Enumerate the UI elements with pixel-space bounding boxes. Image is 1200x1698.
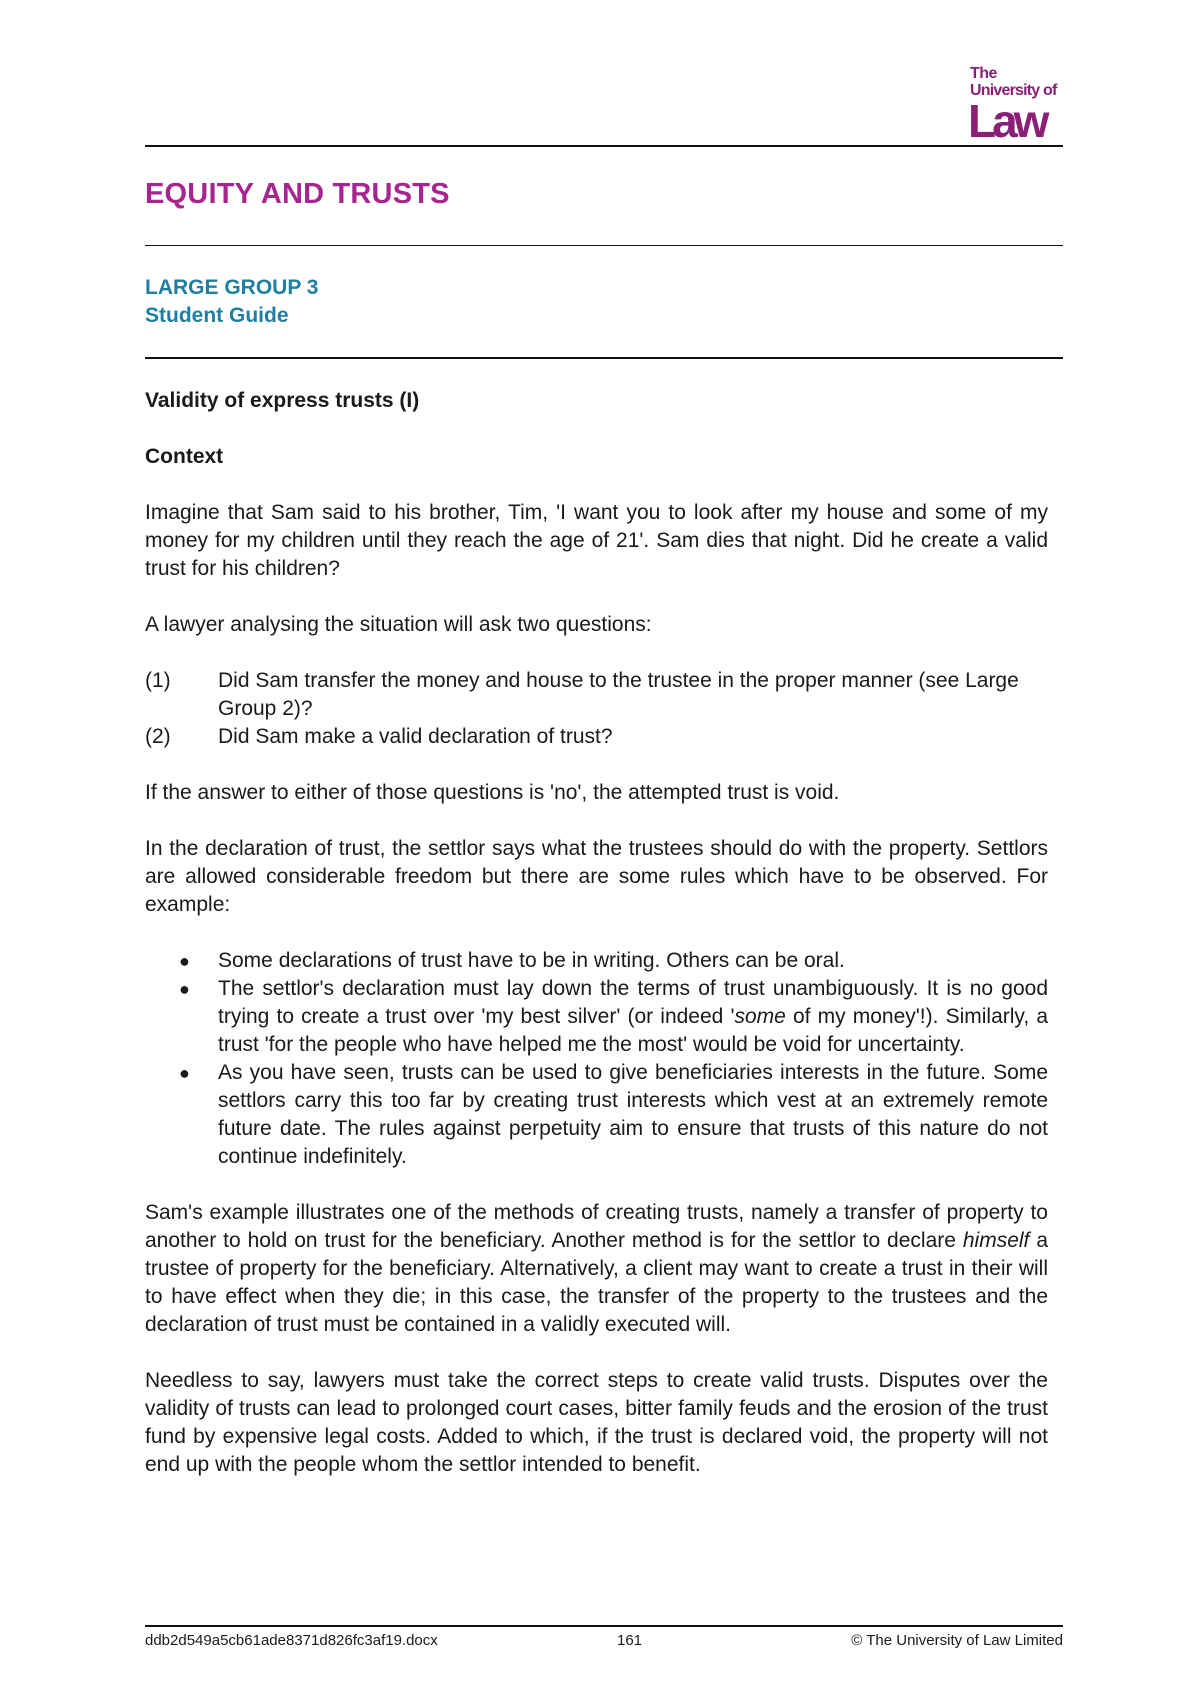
logo-line-law: Law bbox=[968, 95, 1046, 147]
list-item-number: (2) bbox=[145, 725, 171, 748]
bullet-icon: ● bbox=[179, 979, 190, 999]
footer-page-number: 161 bbox=[617, 1632, 643, 1649]
header-rule-top bbox=[145, 145, 1063, 147]
paragraph-methods bbox=[145, 1199, 1048, 1339]
footer-rule bbox=[145, 1625, 1063, 1627]
rules-bullet-list bbox=[145, 947, 1048, 1171]
list-item bbox=[145, 723, 1048, 751]
list-item-text: Did Sam make a valid declaration of trust? bbox=[218, 725, 613, 748]
paragraph-declaration: In the declaration of trust, the settlor says what the trustees should do with the property. Settlors are allowed considerable freedom but there are some rules which have to be observed. For example: bbox=[145, 837, 1048, 916]
bullet-text-part: of my money'!). Similarly, a trust 'for the people who have helped me the most' would be void for uncertainty. bbox=[218, 1005, 1048, 1056]
bullet-icon: ● bbox=[179, 1063, 190, 1083]
bullet-text bbox=[218, 975, 1048, 1059]
paragraph-needless-to-say: Needless to say, lawyers must take the correct steps to create valid trusts. Disputes over the validity of trusts can lead to prolonged court cases, bitter family feuds and the erosion of the trust fund by expensive legal costs. Added to which, if the trust is declared void, the property will not end up with the people whom the settlor intended to benefit. bbox=[145, 1369, 1048, 1476]
subtitle-student-guide: Student Guide bbox=[145, 304, 289, 327]
footer-copyright: © The University of Law Limited bbox=[851, 1632, 1063, 1649]
paragraph-text-part: Sam's example illustrates one of the methods of creating trusts, namely a transfer of property to another to hold on trust for the beneficiary. Another method is for the settlor to declare bbox=[145, 1201, 1048, 1252]
page-footer bbox=[145, 1632, 1063, 1654]
paragraph-text-part: a trustee of property for the beneficiary. Alternatively, a client may want to create a trust in their will to have effect when they die; in this case, the transfer of the property to the trustees and the declaration of trust must be contained in a validly executed will. bbox=[145, 1229, 1048, 1336]
list-item-number: (1) bbox=[145, 669, 171, 692]
bullet-text: Some declarations of trust have to be in writing. Others can be oral. bbox=[218, 949, 845, 972]
footer-filename: ddb2d549a5cb61ade8371d826fc3af19.docx bbox=[145, 1632, 438, 1649]
paragraph-text-emphasis: himself bbox=[962, 1229, 1030, 1252]
subtitle-large-group: LARGE GROUP 3 bbox=[145, 276, 319, 299]
paragraph-void-answer: If the answer to either of those questions is 'no', the attempted trust is void. bbox=[145, 781, 840, 804]
list-item bbox=[145, 1059, 1048, 1171]
list-item bbox=[145, 947, 1048, 975]
logo-line-the: The bbox=[970, 65, 997, 82]
paragraph-two-questions: A lawyer analysing the situation will ask two questions: bbox=[145, 613, 652, 636]
list-item bbox=[145, 975, 1048, 1059]
list-item bbox=[145, 667, 1048, 723]
bullet-text-emphasis: some bbox=[734, 1005, 786, 1028]
list-item-text: Did Sam transfer the money and house to the trustee in the proper manner (see Large Group 2)? bbox=[218, 669, 1019, 720]
logo-line-university-of: University of bbox=[970, 82, 1057, 99]
document-title: EQUITY AND TRUSTS bbox=[145, 178, 450, 210]
document-body bbox=[145, 387, 1048, 1507]
header-rule-bottom bbox=[145, 357, 1063, 359]
bullet-text: As you have seen, trusts can be used to give beneficiaries interests in the future. Some settlors carry this too far by creating trust interests which vest at an extremely remote future date. The rules against perpetuity aim to ensure that trusts of this nature do not continue indefinitely. bbox=[218, 1061, 1048, 1168]
paragraph-scenario: Imagine that Sam said to his brother, Tim, 'I want you to look after my house and some of my money for my children until they reach the age of 21'. Sam dies that night. Did he create a valid trust for his children? bbox=[145, 501, 1048, 580]
context-heading: Context bbox=[145, 445, 224, 468]
section-heading: Validity of express trusts (I) bbox=[145, 389, 420, 412]
bullet-icon: ● bbox=[179, 951, 190, 971]
header-rule-middle bbox=[145, 245, 1063, 246]
university-of-law-logo bbox=[968, 65, 1062, 147]
bullet-text-part: The settlor's declaration must lay down the terms of trust unambiguously. It is no good trying to create a trust over 'my best silver' (or indeed ' bbox=[218, 977, 1048, 1028]
document-subtitle bbox=[145, 274, 318, 330]
questions-list bbox=[145, 667, 1048, 751]
